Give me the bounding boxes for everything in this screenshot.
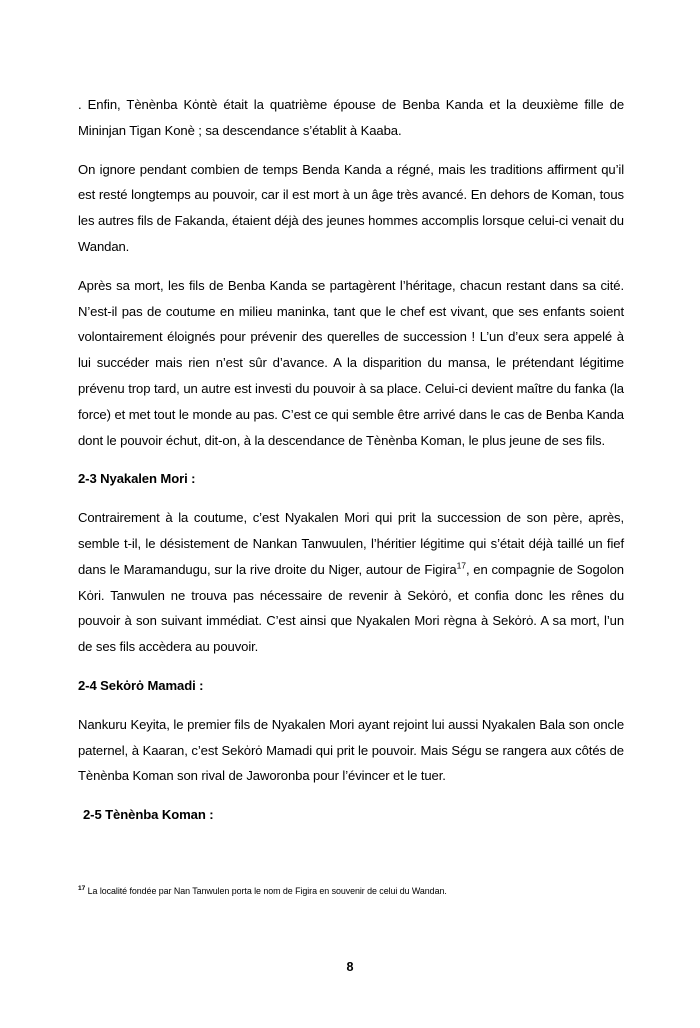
paragraph-benda-kanda-regne: On ignore pendant combien de temps Benda Kanda a régné, mais les traditions affirment qu’il est resté longtemps au pouvoir, car il est mort à un âge très avancé. En dehors de Koman, tous les autres fils de Fakanda, étaient déjà des jeunes hommes accomplis lorsque celui-ci venait du Wandan. [78,161,624,254]
footnote-text: La localité fondée par Nan Tanwulen porta le nom de Figira en souvenir de celui du Wandan. [85,886,447,896]
page-body-content [78,92,624,841]
footnote-17 [78,885,624,898]
paragraph-nyakalen-mori-text-before: Contrairement à la coutume, c’est Nyakalen Mori qui prit la succession de son père, après, semble t-il, le désistement de Nankan Tanwuulen, l’héritier légitime qui s’était déjà taillé un fief dans le Maramandugu, sur la rive droite du Niger, autour de Figira [78,510,624,577]
paragraph-nyakalen-mori-text-after: , en compagnie de Sogolon Kȯri. Tanwulen ne trouva pas nécessaire de revenir à Sekȯrȯ, et confia donc les rênes du pouvoir à son suivant immédiat. C’est ainsi que Nyakalen Mori règna à Sekȯrȯ. A sa mort, l’un de ses fils accèdera au pouvoir. [78,561,624,655]
page-number: 8 [346,960,354,974]
paragraph-nyakalen-mori [78,505,624,660]
heading-nyakalen-mori: 2-3 Nyakalen Mori : [78,471,196,487]
footnote-reference-17[interactable]: 17 [456,560,466,571]
heading-sekoro-mamadi: 2-4 Sekȯrȯ Mamadi : [78,677,204,693]
paragraph-sekoro-mamadi: Nankuru Keyita, le premier fils de Nyakalen Mori ayant rejoint lui aussi Nyakalen Bala son oncle paternel, à Kaaran, c’est Sekȯrȯ Mamadi qui prit le pouvoir. Mais Ségu se rangera aux côtés de Tènènba Koman son rival de Jaworonba pour l’évincer et le tuer. [78,716,624,784]
paragraph-heritage-succession: Après sa mort, les fils de Benba Kanda se partagèrent l’héritage, chacun restant dans sa cité. N’est-il pas de coutume en milieu maninka, tant que le chef est vivant, que ses enfants soient volontairement éloignés pour prévenir des querelles de succession ! L’un d’eux sera appelé à lui succéder mais rien n’est sûr d’avance. A la disparition du mansa, le prétendant légitime prévenu trop tard, un autre est investi du pouvoir à sa place. Celui-ci devient maître du fanka (la force) et met tout le monde au pas. C’est ce qui semble être arrivé dans le cas de Benba Kanda dont le pouvoir échut, dit-on, à la descendance de Tènènba Koman, le plus jeune de ses fils. [78,277,624,448]
heading-tenenba-koman: 2-5 Tènènba Koman : [83,807,214,823]
paragraph-tenenba-konte: . Enfin, Tènènba Kȯntè était la quatrième épouse de Benba Kanda et la deuxième fille de Mininjan Tigan Konè ; sa descendance s’établit à Kaaba. [78,97,624,138]
footnote-number: 17 [78,885,86,893]
